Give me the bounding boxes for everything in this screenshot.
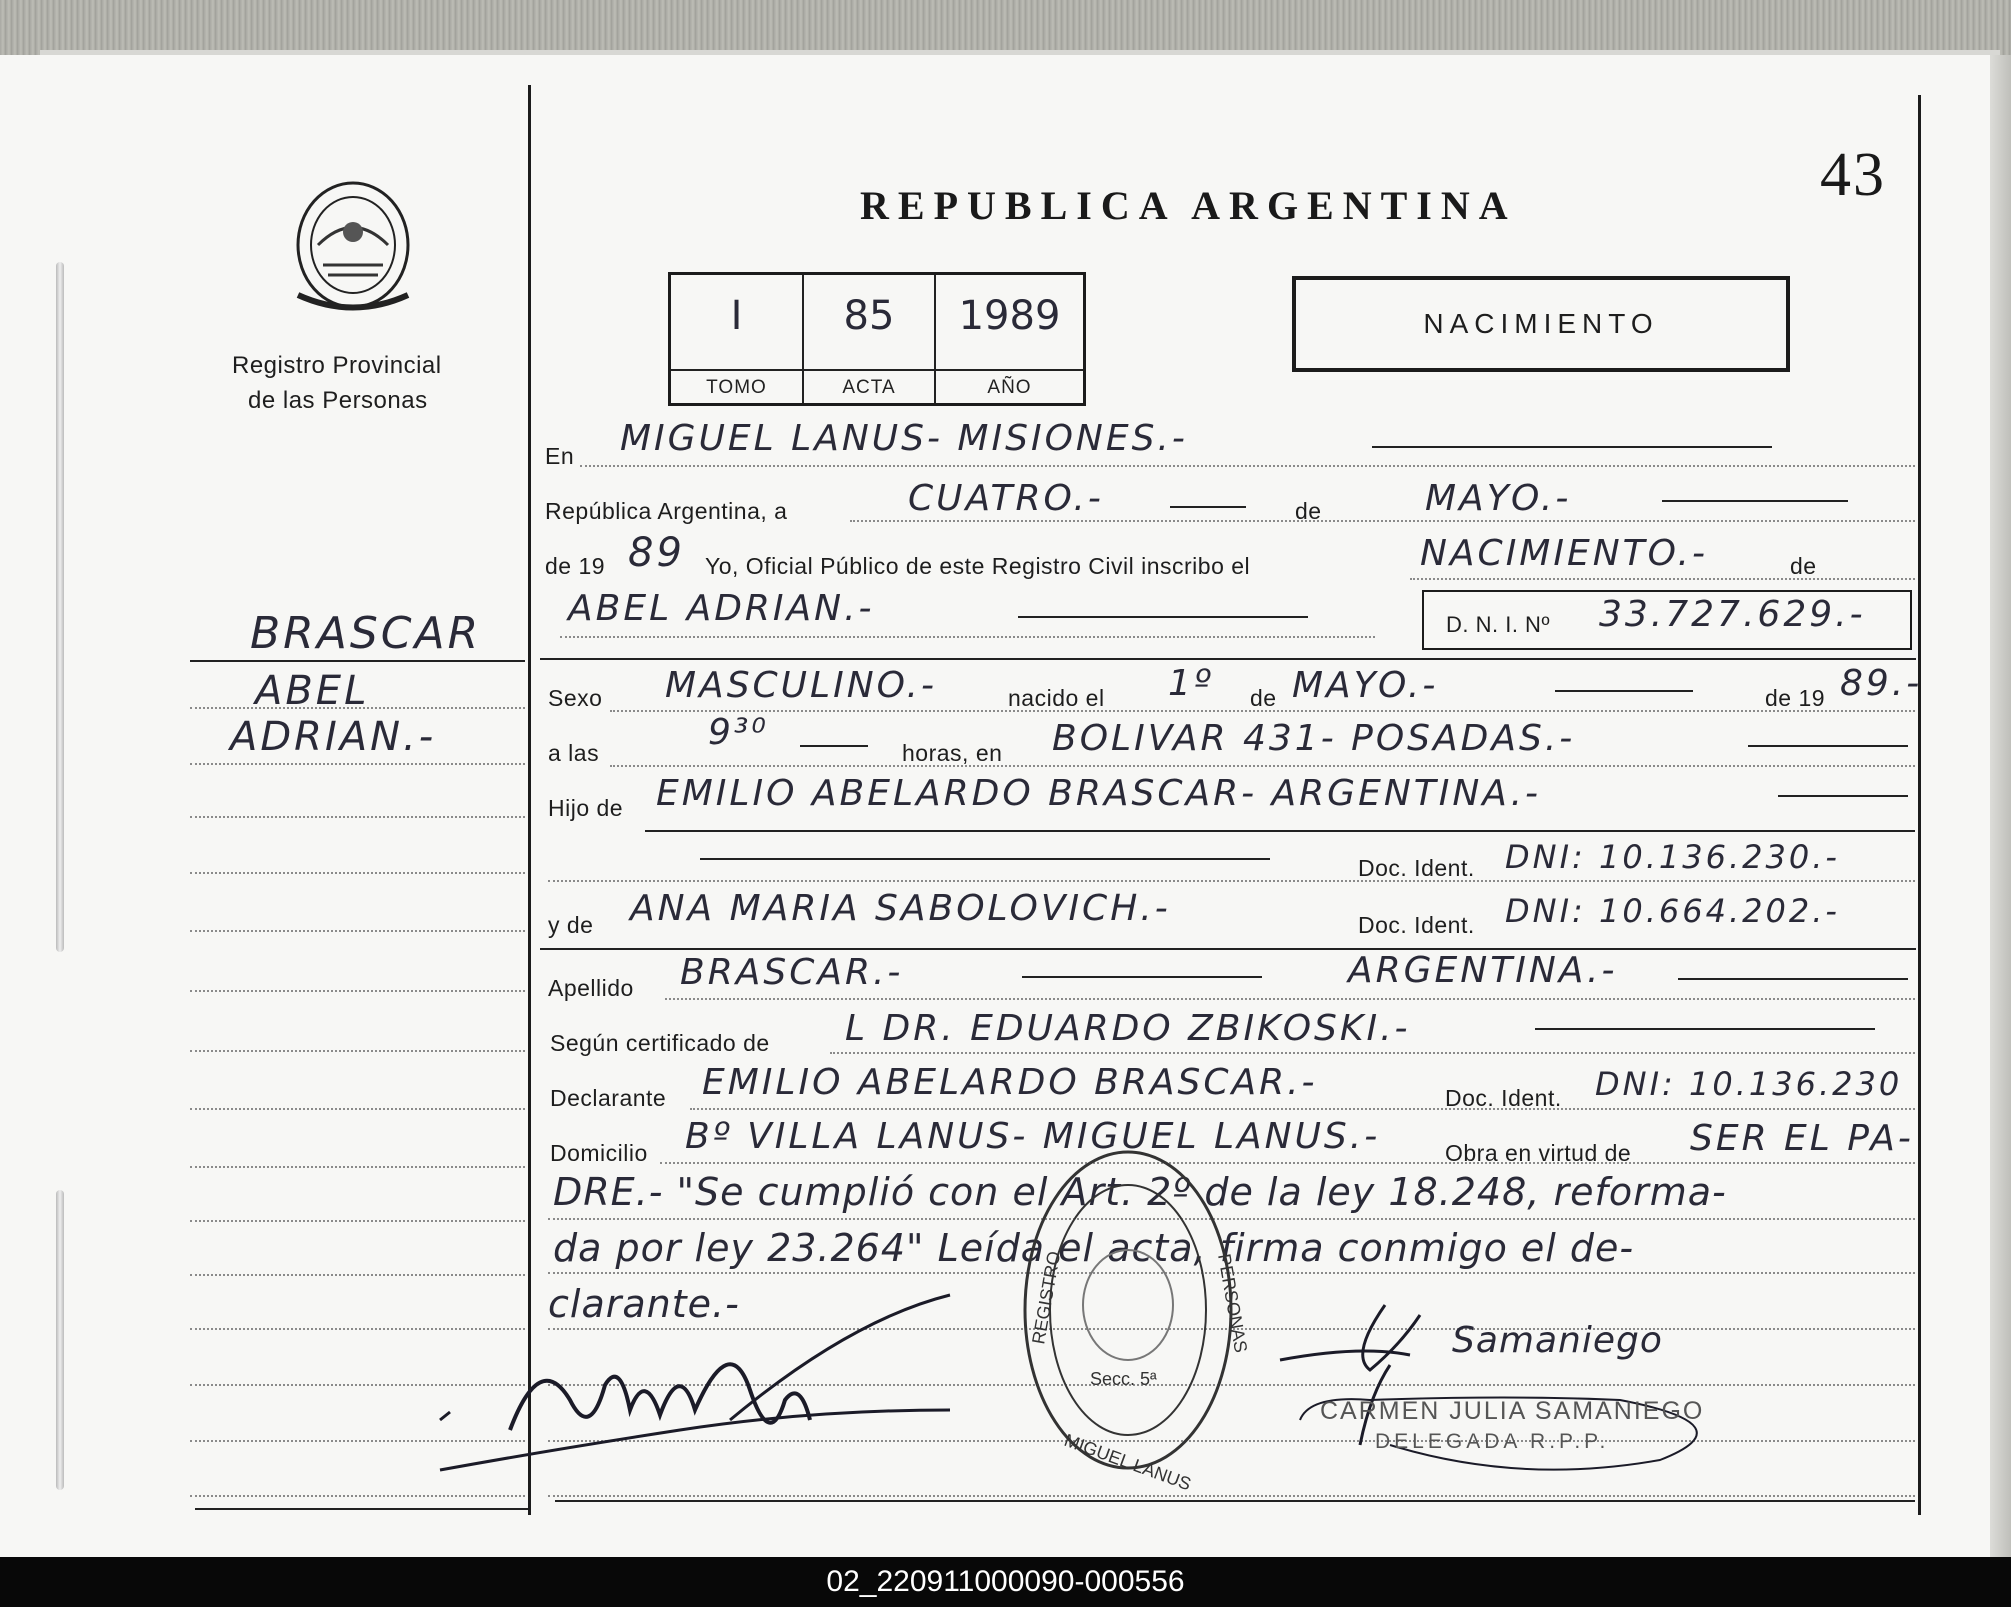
registration-day: CUATRO.- — [908, 478, 1104, 519]
mother-doc-label: Doc. Ident. — [1358, 912, 1475, 938]
inscribed-act: NACIMIENTO.- — [1420, 533, 1708, 574]
father-doc-label: Doc. Ident. — [1358, 855, 1475, 881]
father-doc: DNI: 10.136.230.- — [1505, 838, 1840, 876]
margin-rule — [190, 660, 525, 662]
birth-day: 1º — [1168, 663, 1214, 704]
de-label: de — [1295, 498, 1322, 524]
sexo-label: Sexo — [548, 685, 603, 711]
officer-script-name: Samaniego — [1452, 1320, 1663, 1361]
a-las-label: a las — [548, 740, 600, 766]
binding-stitch — [56, 262, 64, 952]
note-line-3: clarante.- — [548, 1282, 740, 1326]
tomo-label: TOMO — [706, 377, 767, 398]
acta-label: ACTA — [842, 377, 896, 398]
obra-label: Obra en virtud de — [1445, 1140, 1632, 1166]
declarante-label: Declarante — [550, 1085, 667, 1111]
dni-value: 33.727.629.- — [1599, 594, 1866, 635]
birth-place: BOLIVAR 431- POSADAS.- — [1052, 718, 1576, 759]
tomo-value: I — [730, 293, 743, 339]
acta-value: 85 — [843, 293, 895, 339]
y-de-label: y de — [548, 912, 594, 938]
sexo-value: MASCULINO.- — [665, 665, 937, 706]
mother-name: ANA MARIA SABOLOVICH.- — [630, 888, 1171, 929]
stamp-center: Secc. 5ª — [1090, 1369, 1157, 1389]
registry-name-line1: Registro Provincial — [232, 352, 442, 379]
de19-label: de 19 — [1765, 685, 1826, 711]
officer-printed-name: CARMEN JULIA SAMANIEGO — [1320, 1397, 1705, 1425]
act-type: NACIMIENTO — [1423, 308, 1659, 339]
dni-box — [1422, 590, 1912, 650]
nacido-label: nacido el — [1008, 685, 1105, 711]
hijo-label: Hijo de — [548, 795, 624, 821]
domicilio-label: Domicilio — [550, 1140, 648, 1166]
certificado-value: L DR. EDUARDO ZBIKOSKI.- — [845, 1008, 1411, 1049]
place-of-registration: MIGUEL LANUS- MISIONES.- — [620, 418, 1188, 459]
year-prefix-label: de 19 — [545, 553, 606, 579]
footer-image-id: 02_220911000090-000556 — [0, 1557, 2011, 1607]
oficial-text: Yo, Oficial Público de este Registro Civil inscribo el — [705, 553, 1251, 579]
margin-surname: BRASCAR — [250, 608, 482, 659]
registration-year: 89 — [628, 530, 685, 576]
declarant-signature-icon — [430, 1290, 990, 1490]
nationality: ARGENTINA.- — [1348, 950, 1618, 991]
note-line-2: da por ley 23.264" Leída el acta, firma conmigo el de- — [553, 1226, 1635, 1270]
father-name: EMILIO ABELARDO BRASCAR- ARGENTINA.- — [656, 773, 1542, 814]
stamp-text-bottom: MIGUEL LANUS — [1061, 1429, 1194, 1495]
declarante-name: EMILIO ABELARDO BRASCAR.- — [702, 1062, 1318, 1103]
officer-title: DELEGADA R.P.P. — [1375, 1430, 1610, 1453]
provincial-seal-icon — [288, 170, 418, 320]
stamp-text-left: REGISTRO — [1028, 1249, 1065, 1346]
registry-name-line2: de las Personas — [248, 387, 428, 414]
obra-value: SER EL PA- — [1690, 1118, 1914, 1159]
record-box — [668, 272, 1086, 406]
birth-hour: 9³⁰ — [708, 712, 769, 753]
dni-label: D. N. I. Nº — [1446, 612, 1550, 637]
right-border — [1918, 95, 1921, 1515]
act-type-box — [1292, 276, 1790, 372]
domicilio-value: Bº VILLA LANUS- MIGUEL LANUS.- — [685, 1116, 1381, 1157]
de-label-2: de — [1790, 553, 1817, 579]
birth-year: 89.- — [1840, 663, 1923, 704]
ano-value: 1989 — [958, 293, 1061, 339]
ano-label: AÑO — [987, 377, 1032, 398]
stamp-text-right: PERSONAS — [1214, 1252, 1252, 1355]
note-line-1: DRE.- "Se cumplió con el Art. 2º de la ley 18.248, reforma- — [553, 1170, 1727, 1214]
en-label: En — [545, 443, 575, 469]
registration-month: MAYO.- — [1425, 478, 1572, 519]
republica-label: República Argentina, a — [545, 498, 788, 524]
binding-stitch — [56, 1190, 64, 1490]
apellido-label: Apellido — [548, 975, 634, 1001]
declarante-doc: DNI: 10.136.230 — [1595, 1065, 1903, 1103]
declarante-doc-label: Doc. Ident. — [1445, 1085, 1562, 1111]
certificado-label: Según certificado de — [550, 1030, 770, 1056]
mother-doc: DNI: 10.664.202.- — [1505, 892, 1840, 930]
officer-signature-icon — [1270, 1285, 1740, 1485]
registry-stamp-icon — [1018, 1145, 1252, 1495]
apellido-value: BRASCAR.- — [680, 952, 904, 993]
horas-label: horas, en — [902, 740, 1003, 766]
margin-given-1: ABEL — [255, 668, 370, 714]
de-label-3: de — [1250, 685, 1277, 711]
page-number: 43 — [1820, 141, 1886, 209]
margin-given-2: ADRIAN.- — [230, 714, 437, 760]
birth-month: MAYO.- — [1292, 665, 1439, 706]
document-title: REPUBLICA ARGENTINA — [860, 183, 1517, 228]
child-given-names: ABEL ADRIAN.- — [568, 588, 875, 629]
